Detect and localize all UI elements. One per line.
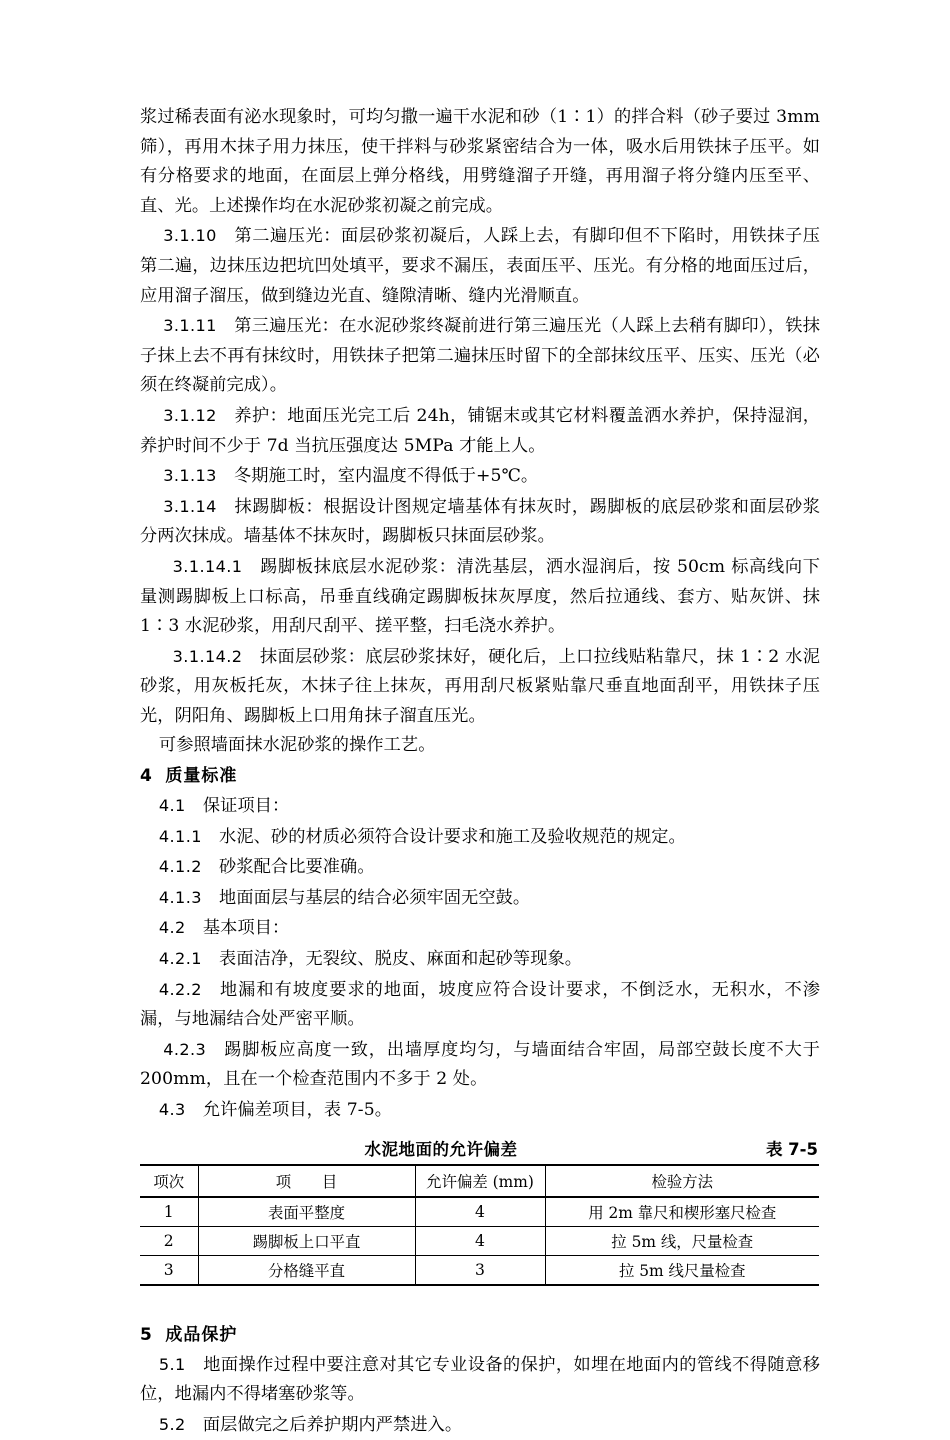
cell-tolerance: 3 bbox=[415, 1255, 545, 1285]
table-header-row bbox=[140, 1165, 819, 1197]
tolerance-table bbox=[140, 1164, 819, 1286]
item-number-4-1: 4.1 bbox=[158, 796, 186, 816]
item-number-3-1-14-1: 3.1.14.1 bbox=[172, 556, 243, 576]
item-number-3-1-14-2: 3.1.14.2 bbox=[172, 646, 243, 666]
item-text-5-1: 地面操作过程中要注意对其它专业设备的保护，如埋在地面内的管线不得随意移位，地漏内不得堵塞砂浆等。 bbox=[140, 1354, 820, 1405]
item-text-4-2: 基本项目： bbox=[202, 918, 290, 939]
cell-item: 表面平整度 bbox=[198, 1197, 415, 1227]
page-content bbox=[140, 103, 820, 1440]
table-caption-row bbox=[140, 1136, 820, 1164]
item-number-4-3: 4.3 bbox=[158, 1100, 186, 1119]
item-number-5-2: 5.2 bbox=[158, 1414, 186, 1434]
paragraph-3-1-14-1 bbox=[140, 552, 820, 642]
paragraph-3-1-14 bbox=[140, 492, 820, 552]
item-number-3-1-13: 3.1.13 bbox=[163, 466, 217, 486]
cell-index: 3 bbox=[140, 1255, 198, 1285]
cell-method: 用 2m 靠尺和楔形塞尺检查 bbox=[588, 1203, 777, 1222]
table-row bbox=[140, 1197, 819, 1227]
item-text-3-1-10: 第二遍压光：面层砂浆初凝后，人踩上去，有脚印但不下陷时，用铁抹子压第二遍，边抹压边把坑凹处填平，要求不漏压，表面压平、压光。有分格的地面压过后，应用溜子溜压，做到缝边光直、缝隙清晰、缝内光滑顺直。 bbox=[140, 226, 820, 306]
item-text-3-1-14: 抹踢脚板：根据设计图规定墙基体有抹灰时，踢脚板的底层砂浆和面层砂浆分两次抹成。墙基体不抹灰时，踢脚板只抹面层砂浆。 bbox=[140, 496, 820, 547]
item-number-4-1-1: 4.1.1 bbox=[158, 826, 202, 846]
item-text-4-1: 保证项目： bbox=[202, 796, 290, 817]
item-text-4-2-1: 表面洁净，无裂纹、脱皮、麻面和起砂等现象。 bbox=[219, 949, 583, 970]
paragraph-4-2-2 bbox=[140, 975, 820, 1035]
cell-index: 2 bbox=[140, 1226, 198, 1255]
item-number-4-2-2: 4.2.2 bbox=[158, 979, 202, 999]
item-text-3-1-14-2: 抹面层砂浆：底层砂浆抹好，硬化后，上口拉线贴粘靠尺，抹 1∶2 水泥砂浆，用灰板托灰，木抹子往上抹灰，再用刮尺板紧贴靠尺垂直地面刮平，用铁抹子压光，阴阳角、踢脚板上口用角抹子溜直压光。 bbox=[140, 646, 820, 726]
cell-method: 拉 5m 线，尺量检查 bbox=[545, 1226, 819, 1255]
paragraph-3-1-10 bbox=[140, 221, 820, 311]
paragraph-continued: 浆过稀表面有泌水现象时，可均匀撒一遍干水泥和砂（1∶1）的拌合料（砂子要过 3mm 筛），再用木抹子用力抹压，使干拌料与砂浆紧密结合为一体，吸水后用铁抹子压平。如有分格要求的地面，在面层上弹分格线，用劈缝溜子开缝，再用溜子将分缝内压至平、直、光。上述操作均在水泥砂浆初凝之前完成。 bbox=[140, 107, 820, 216]
paragraph-5-2 bbox=[140, 1410, 820, 1440]
paragraph-reference-note: 可参照墙面抹水泥砂浆的操作工艺。 bbox=[158, 735, 436, 756]
heading-title-5: 成品保护 bbox=[165, 1324, 238, 1345]
item-text-4-1-1: 水泥、砂的材质必须符合设计要求和施工及验收规范的规定。 bbox=[219, 826, 686, 847]
item-text-4-2-3: 踢脚板应高度一致，出墙厚度均匀，与墙面结合牢固，局部空鼓长度不大于 200mm，且在一个检查范围内不多于 2 处。 bbox=[140, 1039, 820, 1090]
cell-tolerance: 4 bbox=[415, 1197, 545, 1227]
paragraph-3-1-14-2 bbox=[140, 642, 820, 732]
item-number-4-1-3: 4.1.3 bbox=[158, 887, 202, 907]
cell-item: 分格缝平直 bbox=[198, 1255, 415, 1285]
item-text-3-1-11: 第三遍压光：在水泥砂浆终凝前进行第三遍压光（人踩上去稍有脚印），铁抹子抹上去不再有抹纹时，用铁抹子把第二遍抹压时留下的全部抹纹压平、压实、压光（必须在终凝前完成）。 bbox=[140, 316, 820, 396]
paragraph-4-2-1 bbox=[140, 944, 820, 975]
item-number-3-1-10: 3.1.10 bbox=[163, 226, 217, 246]
paragraph-3-1-13 bbox=[140, 461, 820, 492]
item-number-4-2-1: 4.2.1 bbox=[158, 949, 202, 969]
paragraph-4-1 bbox=[140, 791, 820, 822]
item-text-3-1-12: 养护：地面压光完工后 24h，铺锯末或其它材料覆盖洒水养护，保持湿润，养护时间不少于 7d 当抗压强度达 5MPa 才能上人。 bbox=[140, 405, 820, 456]
paragraph-4-1-1 bbox=[140, 822, 820, 853]
item-number-3-1-12: 3.1.12 bbox=[163, 405, 217, 425]
item-text-3-1-14-1: 踢脚板抹底层水泥砂浆：清洗基层，洒水湿润后，按 50cm 标高线向下量测踢脚板上口标高，吊垂直线确定踢脚板抹灰厚度，然后拉通线、套方、贴灰饼、抹 1∶3 水泥砂浆，用刮尺刮平、搓平整，扫毛浇水养护。 bbox=[140, 556, 820, 637]
item-number-3-1-14: 3.1.14 bbox=[163, 496, 217, 516]
heading-number-4: 4 bbox=[140, 766, 153, 787]
table-header-method: 检验方法 bbox=[545, 1165, 819, 1197]
item-number-5-1: 5.1 bbox=[158, 1354, 186, 1374]
table-header-tolerance: 允许偏差 (mm) bbox=[415, 1165, 545, 1197]
paragraph-4-1-2 bbox=[140, 852, 820, 883]
item-number-3-1-11: 3.1.11 bbox=[163, 316, 217, 336]
heading-number-5: 5 bbox=[140, 1324, 153, 1345]
item-number-4-2-3: 4.2.3 bbox=[163, 1039, 207, 1059]
item-text-4-2-2: 地漏和有坡度要求的地面，坡度应符合设计要求，不倒泛水，无积水，不渗漏，与地漏结合处严密平顺。 bbox=[140, 979, 820, 1030]
heading-section-4 bbox=[140, 761, 820, 791]
item-text-4-1-3: 地面面层与基层的结合必须牢固无空鼓。 bbox=[219, 887, 531, 908]
item-number-4-1-2: 4.1.2 bbox=[158, 857, 202, 877]
cell-index: 1 bbox=[140, 1197, 198, 1227]
paragraph-4-2-3 bbox=[140, 1035, 820, 1095]
cell-item: 踢脚板上口平直 bbox=[198, 1226, 415, 1255]
table-row bbox=[140, 1255, 819, 1285]
table-title: 水泥地面的允许偏差 bbox=[364, 1139, 518, 1159]
item-number-4-2: 4.2 bbox=[158, 918, 186, 938]
heading-title-4: 质量标准 bbox=[165, 766, 238, 787]
paragraph-3-1-11 bbox=[140, 311, 820, 401]
paragraph-5-1 bbox=[140, 1350, 820, 1410]
paragraph-4-3 bbox=[140, 1095, 820, 1126]
table-header-index: 项次 bbox=[140, 1165, 198, 1197]
cell-tolerance: 4 bbox=[415, 1226, 545, 1255]
cell-method: 拉 5m 线尺量检查 bbox=[545, 1255, 819, 1285]
table-body bbox=[140, 1197, 819, 1285]
heading-section-5 bbox=[140, 1320, 820, 1350]
table-number-label: 表 7-5 bbox=[765, 1139, 818, 1159]
item-text-4-1-2: 砂浆配合比要准确。 bbox=[219, 857, 375, 878]
table-header-item: 项 目 bbox=[198, 1165, 415, 1197]
item-text-5-2: 面层做完之后养护期内严禁进入。 bbox=[202, 1414, 463, 1435]
tolerance-table-block bbox=[140, 1136, 820, 1286]
paragraph-4-2 bbox=[140, 913, 820, 944]
paragraph-4-1-3 bbox=[140, 883, 820, 914]
table-row bbox=[140, 1226, 819, 1255]
paragraph-3-1-12 bbox=[140, 401, 820, 461]
table-head bbox=[140, 1165, 819, 1197]
item-text-4-3: 允许偏差项目，表 7-5。 bbox=[202, 1100, 393, 1120]
item-text-3-1-13: 冬期施工时，室内温度不得低于+5℃。 bbox=[234, 466, 539, 487]
